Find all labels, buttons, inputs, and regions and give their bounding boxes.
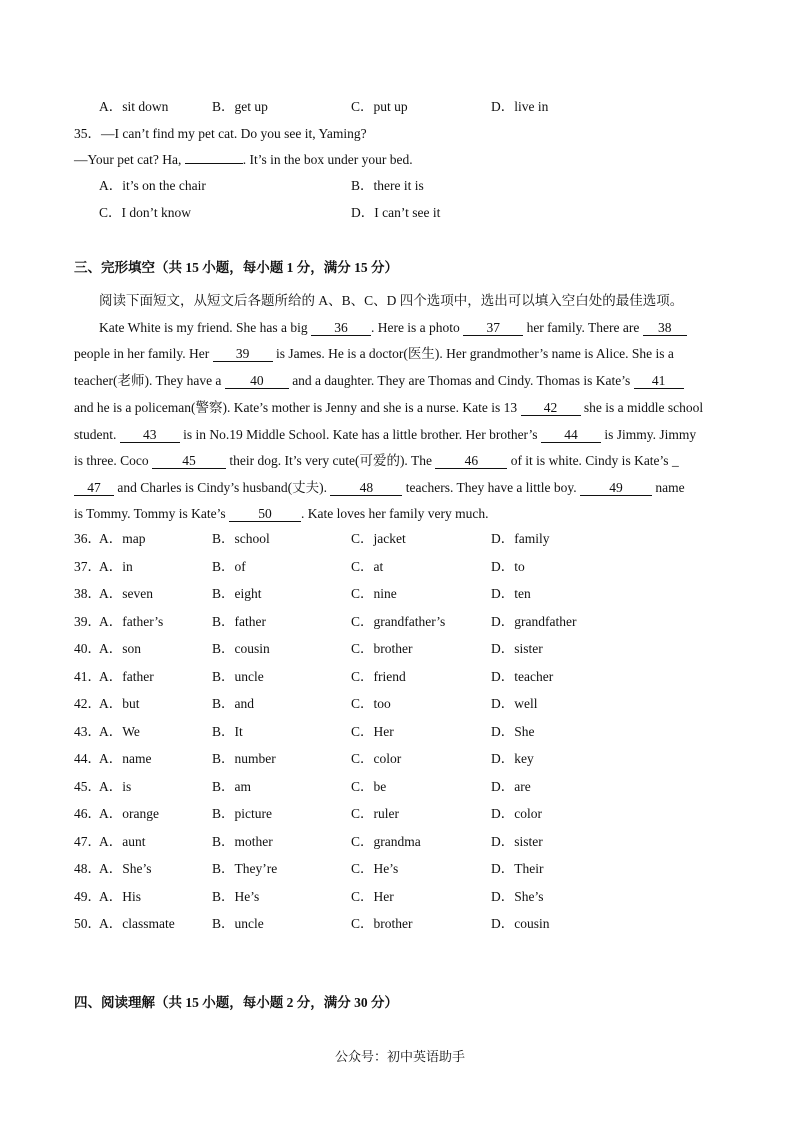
passage-text: is Jimmy. Jimmy (600, 427, 697, 442)
q34-option-b: B．get up (212, 99, 268, 114)
cloze-blank: 44 (541, 427, 601, 443)
question-number: 36． (74, 531, 101, 546)
passage-text: . Kate loves her family very much. (301, 506, 489, 521)
option-b: B．eight (212, 586, 262, 601)
passage-text: _ (671, 453, 679, 468)
option-b: B．picture (212, 806, 272, 821)
passage-text: she is a middle school (580, 400, 704, 415)
option-b: B．of (212, 559, 246, 574)
section3-heading: 三、完形填空（共 15 小题，每小题 1 分，满分 15 分） (74, 260, 398, 275)
option-a: A．in (99, 559, 133, 574)
option-b: B．It (212, 724, 243, 739)
passage-text: teachers. They have a little boy. (402, 480, 581, 495)
page-footer: 公众号：初中英语助手 (334, 1049, 465, 1064)
q34-option-d: D．live in (491, 99, 549, 114)
option-c: C．Her (351, 724, 394, 739)
cloze-blank: 49 (580, 480, 652, 496)
option-a: A．classmate (99, 916, 175, 931)
option-b: B．school (212, 531, 270, 546)
question-number: 46． (74, 806, 101, 821)
cloze-blank: 45 (152, 453, 226, 469)
option-d: D．family (491, 531, 550, 546)
q34-option-c: C．put up (351, 99, 408, 114)
q34-option-a: A．sit down (99, 99, 169, 114)
cloze-blank: 50 (229, 506, 301, 522)
option-d: D．are (491, 779, 531, 794)
option-a: A．son (99, 641, 142, 656)
passage-line (74, 399, 703, 417)
passage-text: student. (74, 427, 120, 442)
cloze-blank: 37 (463, 320, 523, 336)
q35-option-b: B．there it is (351, 178, 424, 193)
passage-text: teacher(老师). They have a (74, 373, 225, 388)
question-number: 39． (74, 614, 101, 629)
option-d: D．grandfather (491, 614, 577, 629)
q35-option-a: A．it’s on the chair (99, 178, 206, 193)
option-a: A．is (99, 779, 132, 794)
q35-option-c: C．I don’t know (99, 205, 192, 220)
passage-text: is three. Coco (74, 453, 152, 468)
q35-option-d: D．I can’t see it (351, 205, 441, 220)
question-number: 37． (74, 559, 101, 574)
option-a: A．orange (99, 806, 159, 821)
option-c: C．ruler (351, 806, 399, 821)
q35-reply-text: —Your pet cat? Ha, (74, 152, 185, 167)
option-d: D．well (491, 696, 538, 711)
passage-line (74, 505, 488, 523)
q35-reply-text: . It’s in the box under your bed. (242, 152, 413, 167)
question-number: 49． (74, 889, 101, 904)
q35-reply (74, 151, 413, 169)
cloze-blank: 40 (225, 373, 289, 389)
option-d: D．ten (491, 586, 531, 601)
question-number: 43． (74, 724, 101, 739)
passage-line (74, 426, 696, 444)
question-number: 40． (74, 641, 101, 656)
option-c: C．grandma (351, 834, 421, 849)
passage-text: name (652, 480, 685, 495)
cloze-blank: 42 (521, 400, 581, 416)
option-a: A．map (99, 531, 146, 546)
option-c: C．friend (351, 669, 406, 684)
option-a: A．name (99, 751, 152, 766)
cloze-blank: 43 (120, 427, 180, 443)
q35-blank (185, 163, 243, 164)
passage-line (74, 452, 679, 470)
option-a: A．aunt (99, 834, 146, 849)
question-number: 50． (74, 916, 101, 931)
option-d: D．to (491, 559, 525, 574)
passage-text: their dog. It’s very cute(可爱的). The (225, 453, 436, 468)
option-c: C．grandfather’s (351, 614, 446, 629)
option-a: A．His (99, 889, 142, 904)
cloze-blank: 38 (643, 320, 687, 336)
option-b: B．mother (212, 834, 273, 849)
option-b: B．cousin (212, 641, 270, 656)
option-d: D．key (491, 751, 534, 766)
option-a: A．but (99, 696, 140, 711)
option-c: C．be (351, 779, 387, 794)
option-d: D．She’s (491, 889, 544, 904)
option-d: D．teacher (491, 669, 554, 684)
option-a: A．father (99, 669, 154, 684)
passage-text: is in No.19 Middle School. Kate has a little brother. Her brother’s (179, 427, 541, 442)
passage-text: is James. He is a doctor(医生). Her grandmother’s name is Alice. She is a (272, 346, 674, 361)
question-number: 41． (74, 669, 101, 684)
option-b: B．and (212, 696, 254, 711)
option-a: A．We (99, 724, 140, 739)
option-d: D．Their (491, 861, 544, 876)
passage-line (74, 345, 674, 363)
question-number: 44． (74, 751, 101, 766)
option-b: B．number (212, 751, 276, 766)
passage-text: is Tommy. Tommy is Kate’s (74, 506, 229, 521)
option-a: A．father’s (99, 614, 164, 629)
option-b: B．They’re (212, 861, 278, 876)
option-d: D．color (491, 806, 542, 821)
question-number: 38． (74, 586, 101, 601)
question-number: 42． (74, 696, 101, 711)
option-b: B．father (212, 614, 266, 629)
passage-text: her family. There are (523, 320, 643, 335)
passage-text: and a daughter. They are Thomas and Cindy. Thomas is Kate’s (288, 373, 634, 388)
option-c: C．too (351, 696, 391, 711)
option-c: C．He’s (351, 861, 399, 876)
option-c: C．Her (351, 889, 394, 904)
passage-text: Kate White is my friend. She has a big (99, 320, 311, 335)
cloze-blank: 39 (213, 346, 273, 362)
passage-line (99, 319, 687, 337)
cloze-blank: 48 (330, 480, 402, 496)
option-d: D．cousin (491, 916, 550, 931)
passage-text: of it is white. Cindy is Kate’s (507, 453, 672, 468)
option-c: C．color (351, 751, 402, 766)
cloze-blank: 47 (74, 480, 114, 496)
option-c: C．nine (351, 586, 397, 601)
option-c: C．brother (351, 916, 413, 931)
option-b: B．am (212, 779, 251, 794)
option-b: B．uncle (212, 916, 264, 931)
section3-instruction: 阅读下面短文，从短文后各题所给的 A、B、C、D 四个选项中，选出可以填入空白处的最佳选项。 (99, 293, 684, 308)
section4-heading: 四、阅读理解（共 15 小题，每小题 2 分，满分 30 分） (74, 995, 398, 1010)
option-d: D．sister (491, 641, 543, 656)
passage-text: people in her family. Her (74, 346, 213, 361)
option-b: B．He’s (212, 889, 260, 904)
cloze-blank: 36 (311, 320, 371, 336)
passage-line (74, 479, 685, 497)
q35-stem: 35．—I can’t find my pet cat. Do you see it, Yaming? (74, 126, 367, 141)
option-c: C．at (351, 559, 384, 574)
cloze-blank: 46 (435, 453, 507, 469)
question-number: 48． (74, 861, 101, 876)
option-a: A．She’s (99, 861, 152, 876)
passage-text: and he is a policeman(警察). Kate’s mother is Jenny and she is a nurse. Kate is 13 (74, 400, 521, 415)
option-d: D．She (491, 724, 535, 739)
option-c: C．jacket (351, 531, 406, 546)
passage-text: . Here is a photo (370, 320, 464, 335)
question-number: 45． (74, 779, 101, 794)
option-d: D．sister (491, 834, 543, 849)
option-c: C．brother (351, 641, 413, 656)
question-number: 47． (74, 834, 101, 849)
option-b: B．uncle (212, 669, 264, 684)
passage-text: and Charles is Cindy’s husband(丈夫). (114, 480, 331, 495)
passage-line (74, 372, 684, 390)
option-a: A．seven (99, 586, 153, 601)
cloze-blank: 41 (634, 373, 684, 389)
